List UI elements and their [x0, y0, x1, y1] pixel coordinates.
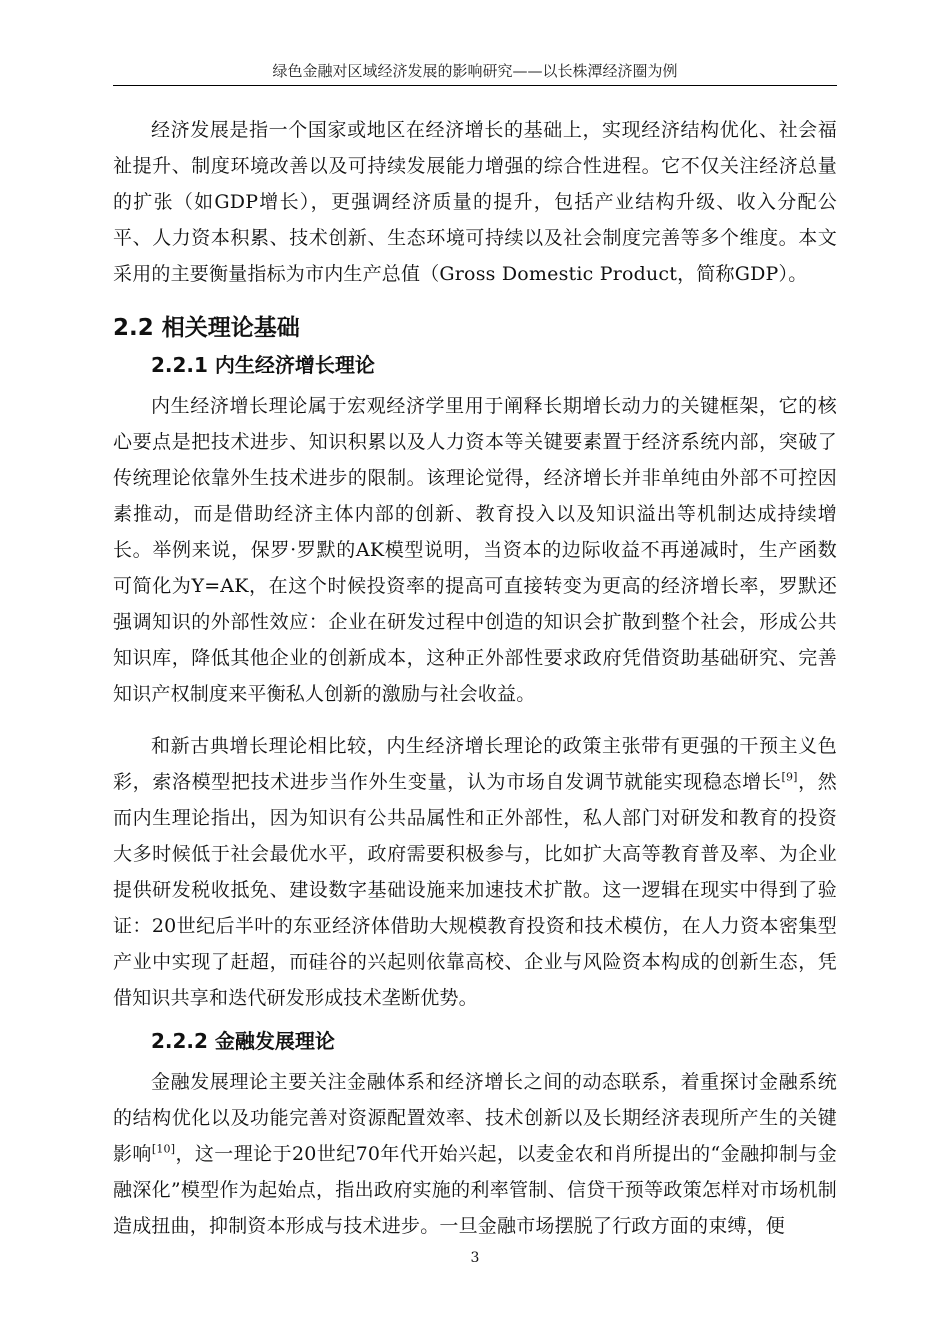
intro-paragraph: 经济发展是指一个国家或地区在经济增长的基础上，实现经济结构优化、社会福祉提升、制度环境改善以及可持续发展能力增强的综合性进程。它不仅关注经济总量的扩张（如GDP增长），更强调经济质量的提升，包括产业结构升级、收入分配公平、人力资本积累、技术创新、生态环境可持续以及社会制度完善等多个维度。本文采用的主要衡量指标为市内生产总值（Gross Domestic Product，简称GDP）。 [113, 119, 837, 285]
citation-10: [10] [151, 1142, 176, 1156]
paragraph-text: 和新古典增长理论相比较，内生经济增长理论的政策主张带有更强的干预主义色彩，索洛模型把技术进步当作外生变量，认为市场自发调节就能实现稳态增长 [113, 735, 837, 793]
endogenous-growth-paragraph-1: 内生经济增长理论属于宏观经济学里用于阐释长期增长动力的关键框架，它的核心要点是把技术进步、知识积累以及人力资本等关键要素置于经济系统内部，突破了传统理论依靠外生技术进步的限制。该理论觉得，经济增长并非单纯由外部不可控因素推动，而是借助经济主体内部的创新、教育投入以及知识溢出等机制达成持续增长。举例来说，保罗·罗默的AK模型说明，当资本的边际收益不再递减时，生产函数可简化为Y=AK，在这个时候投资率的提高可直接转变为更高的经济增长率，罗默还强调知识的外部性效应：企业在研发过程中创造的知识会扩散到整个社会，形成公共知识库，降低其他企业的创新成本，这种正外部性要求政府凭借资助基础研究、完善知识产权制度来平衡私人创新的激励与社会收益。 [113, 395, 837, 705]
section-heading-2-2: 2.2 相关理论基础 [113, 315, 300, 341]
paragraph-text: 金融发展理论主要关注金融体系和经济增长之间的动态联系，着重探讨金融系统的结构优化以及功能完善对资源配置效率、技术创新以及长期经济表现所产生的关键影响 [113, 1071, 837, 1165]
subsection-heading-2-2-1: 2.2.1 内生经济增长理论 [151, 353, 375, 377]
page-number: 3 [470, 1250, 480, 1266]
subsection-heading-2-2-2: 2.2.2 金融发展理论 [151, 1029, 335, 1053]
financial-development-paragraph [113, 1064, 837, 1244]
citation-9: [9] [781, 770, 798, 784]
paragraph-text: ，这一理论于20世纪70年代开始兴起，以麦金农和肖所提出的“金融抑制与金融深化”模型作为起始点，指出政府实施的利率管制、信贷干预等政策怎样对市场机制造成扭曲，抑制资本形成与技术进步。一旦金融市场摆脱了行政方面的束缚，便 [113, 1143, 837, 1237]
running-header: 绿色金融对区域经济发展的影响研究——以长株潭经济圈为例 [113, 60, 837, 86]
endogenous-growth-paragraph-2 [113, 728, 837, 1016]
paragraph-text: ，然而内生理论指出，因为知识有公共品属性和正外部性，私人部门对研发和教育的投资大多时候低于社会最优水平，政府需要积极参与，比如扩大高等教育普及率、为企业提供研发税收抵免、建设数字基础设施来加速技术扩散。这一逻辑在现实中得到了验证：20世纪后半叶的东亚经济体借助大规模教育投资和技术模仿，在人力资本密集型产业中实现了赶超，而硅谷的兴起则依靠高校、企业与风险资本构成的创新生态，凭借知识共享和迭代研发形成技术垄断优势。 [113, 771, 837, 1009]
page-body [113, 112, 837, 1244]
